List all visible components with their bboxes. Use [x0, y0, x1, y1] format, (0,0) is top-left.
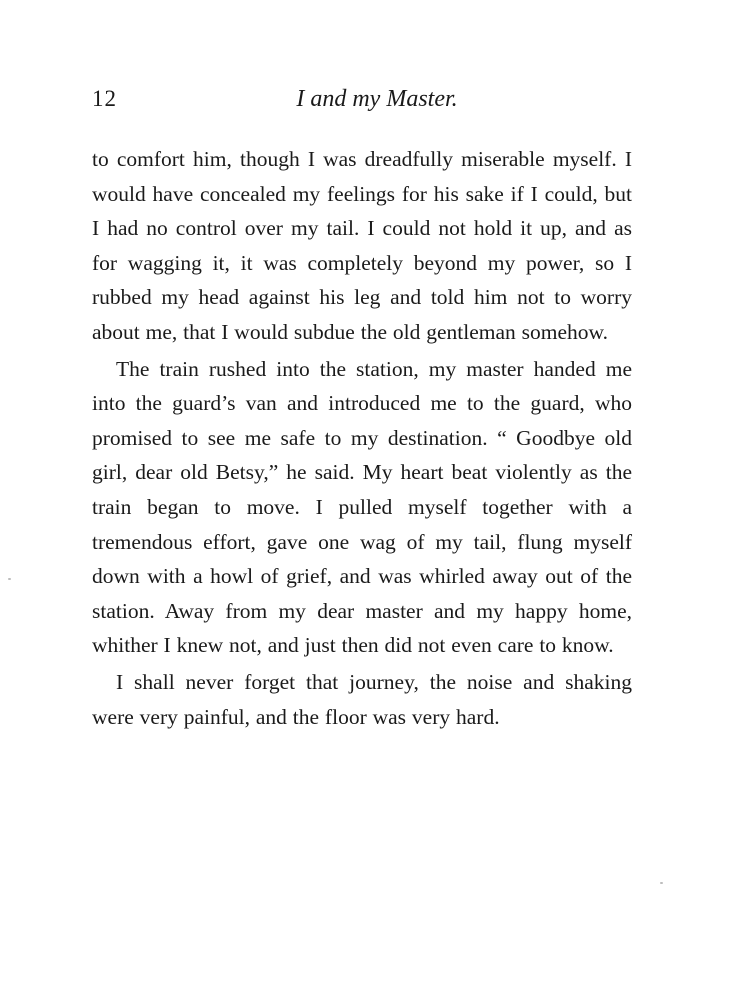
page-header — [92, 86, 632, 122]
paragraph-continued: to comfort him, though I was dreadfully miserable myself. I would have concealed my feelings for his sake if I could, but I had no control over my tail. I could not hold it up, and as for wagging it, it was completely beyond my power, so I rubbed my head against his leg and told him not to worry about me, that I would subdue the old gentleman somehow. — [92, 147, 632, 344]
page-number: 12 — [92, 86, 117, 111]
running-title: I and my Master. — [296, 86, 458, 112]
paragraph: I shall never forget that journey, the noise and shaking were very painful, and the floor was very hard. — [92, 669, 632, 729]
paper-speck — [660, 882, 663, 884]
body-text — [92, 142, 632, 734]
paper-speck — [8, 578, 11, 580]
paragraph: The train rushed into the station, my master handed me into the guard’s van and introduced me to the guard, who promised to see me safe to my destination. “ Goodbye old girl, dear old Betsy,” he said. My heart beat violently as the train began to move. I pulled myself together with a tremendous effort, gave one wag of my tail, flung myself down with a howl of grief, and was whirled away out of the station. Away from my dear master and my happy home, whither I knew not, and just then did not even care to know. — [92, 356, 632, 658]
